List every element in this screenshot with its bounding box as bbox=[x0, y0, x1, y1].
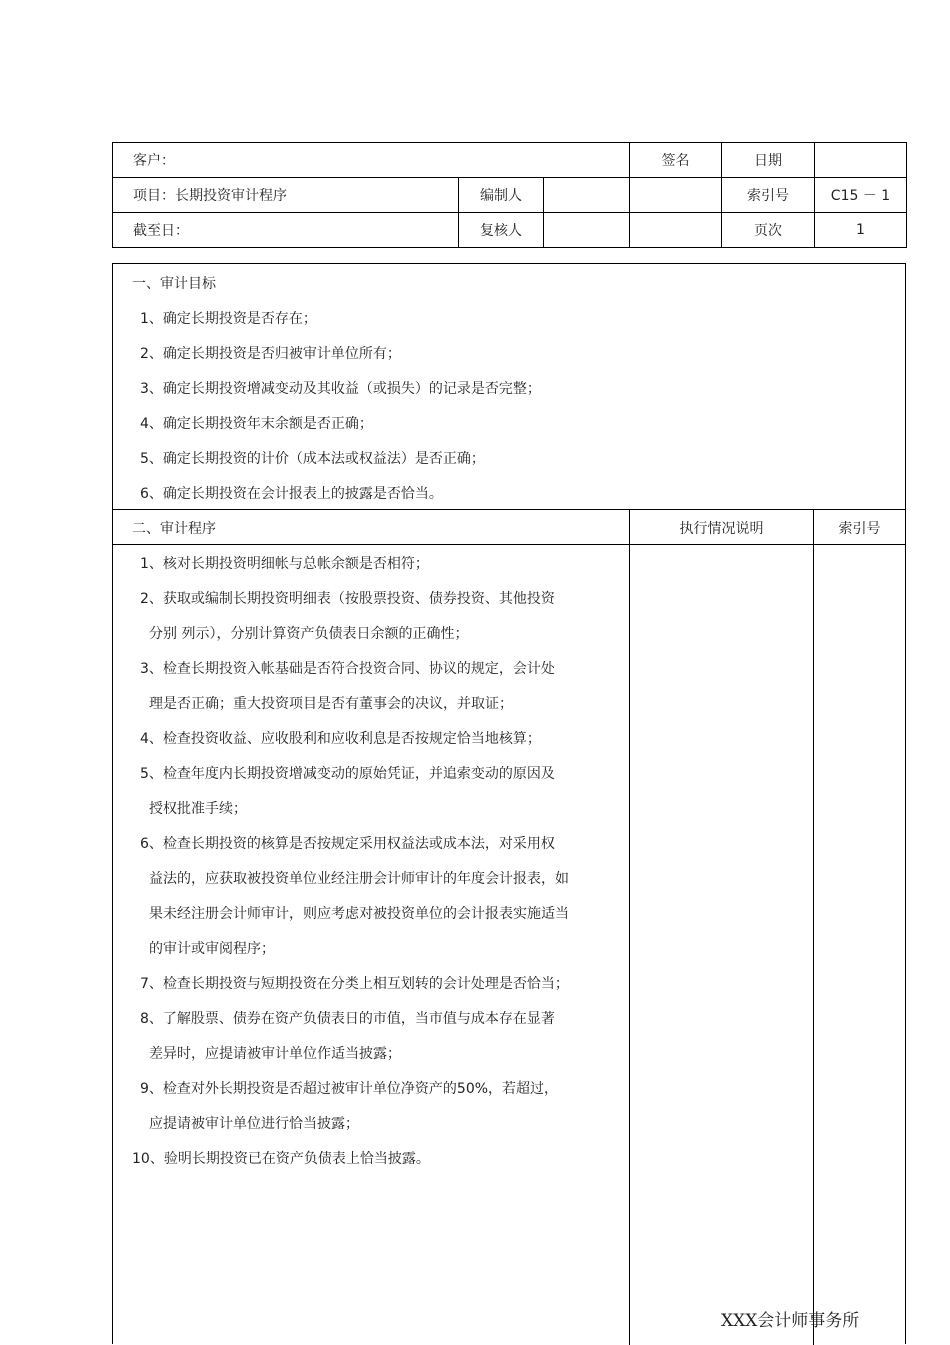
procedure-line: 应提请被审计单位进行恰当披露； bbox=[149, 1116, 359, 1132]
client-label: 客户： bbox=[113, 143, 630, 178]
procedure-line: 授权批准手续； bbox=[149, 801, 247, 817]
procedure-line: 2、获取或编制长期投资明细表（按股票投资、债券投资、其他投资 bbox=[140, 591, 555, 607]
audit-program-box bbox=[112, 263, 906, 1344]
procedure-line: 果未经注册会计师审计，则应考虑对被投资单位的会计报表实施适当 bbox=[149, 906, 569, 922]
objective-item: 4、确定长期投资年末余额是否正确； bbox=[140, 416, 373, 432]
procedure-line: 益法的，应获取被投资单位业经注册会计师审计的年度会计报表，如 bbox=[149, 871, 569, 887]
preparer-label: 编制人 bbox=[459, 178, 544, 213]
procedure-line: 6、检查长期投资的核算是否按规定采用权益法或成本法，对采用权 bbox=[140, 836, 555, 852]
header-row-project bbox=[113, 178, 907, 213]
index-label: 索引号 bbox=[722, 178, 815, 213]
column-divider-execution bbox=[629, 509, 630, 1345]
procedure-line: 的审计或审阅程序； bbox=[149, 941, 275, 957]
page-label: 页次 bbox=[722, 213, 815, 248]
objective-item: 5、确定长期投资的计价（成本法或权益法）是否正确； bbox=[140, 451, 485, 467]
procedure-line: 5、检查年度内长期投资增减变动的原始凭证，并追索变动的原因及 bbox=[140, 766, 555, 782]
project-label: 项目：长期投资审计程序 bbox=[113, 178, 459, 213]
procedure-line: 分别 列示），分别计算资产负债表日余额的正确性； bbox=[149, 626, 469, 642]
cutoff-label: 截至日： bbox=[113, 213, 459, 248]
header-row-client bbox=[113, 143, 907, 178]
procedure-line: 9、检查对外长期投资是否超过被审计单位净资产的50%，若超过， bbox=[140, 1081, 559, 1097]
procedures-header-divider bbox=[113, 544, 905, 545]
objective-item: 2、确定长期投资是否归被审计单位所有； bbox=[140, 346, 401, 362]
procedures-title: 二、审计程序 bbox=[132, 521, 216, 537]
procedure-line: 理是否正确；重大投资项目是否有董事会的决议，并取证； bbox=[149, 696, 513, 712]
procedure-line: 差异时，应提请被审计单位作适当披露； bbox=[149, 1046, 401, 1062]
date-label: 日期 bbox=[722, 143, 815, 178]
preparer-sign-cell bbox=[544, 178, 630, 213]
reviewer-date-cell bbox=[630, 213, 722, 248]
column-divider-index bbox=[813, 509, 814, 1345]
objective-item: 3、确定长期投资增减变动及其收益（或损失）的记录是否完整； bbox=[140, 381, 541, 397]
procedure-line: 1、核对长期投资明细帐与总帐余额是否相符； bbox=[140, 556, 429, 572]
index-value: C15 － 1 bbox=[815, 178, 907, 213]
procedure-line: 10、验明长期投资已在资产负债表上恰当披露。 bbox=[132, 1151, 430, 1167]
procedure-line: 4、检查投资收益、应收股利和应收利息是否按规定恰当地核算； bbox=[140, 731, 541, 747]
section-divider bbox=[113, 509, 905, 510]
header-table bbox=[112, 142, 907, 248]
index-column-header: 索引号 bbox=[838, 521, 881, 537]
reviewer-label: 复核人 bbox=[459, 213, 544, 248]
procedure-line: 8、了解股票、债券在资产负债表日的市值，当市值与成本存在显著 bbox=[140, 1011, 555, 1027]
objective-item: 1、确定长期投资是否存在； bbox=[140, 311, 317, 327]
execution-column-header: 执行情况说明 bbox=[679, 521, 764, 537]
date-value-cell bbox=[815, 143, 907, 178]
reviewer-sign-cell bbox=[544, 213, 630, 248]
header-row-cutoff bbox=[113, 213, 907, 248]
objectives-title: 一、审计目标 bbox=[132, 276, 216, 292]
page-value: 1 bbox=[815, 213, 907, 248]
firm-name: XXX会计师事务所 bbox=[721, 1311, 860, 1331]
procedure-line: 7、检查长期投资与短期投资在分类上相互划转的会计处理是否恰当； bbox=[140, 976, 569, 992]
sign-label: 签名 bbox=[630, 143, 722, 178]
objective-item: 6、确定长期投资在会计报表上的披露是否恰当。 bbox=[140, 486, 443, 502]
procedure-line: 3、检查长期投资入帐基础是否符合投资合同、协议的规定，会计处 bbox=[140, 661, 555, 677]
preparer-date-cell bbox=[630, 178, 722, 213]
